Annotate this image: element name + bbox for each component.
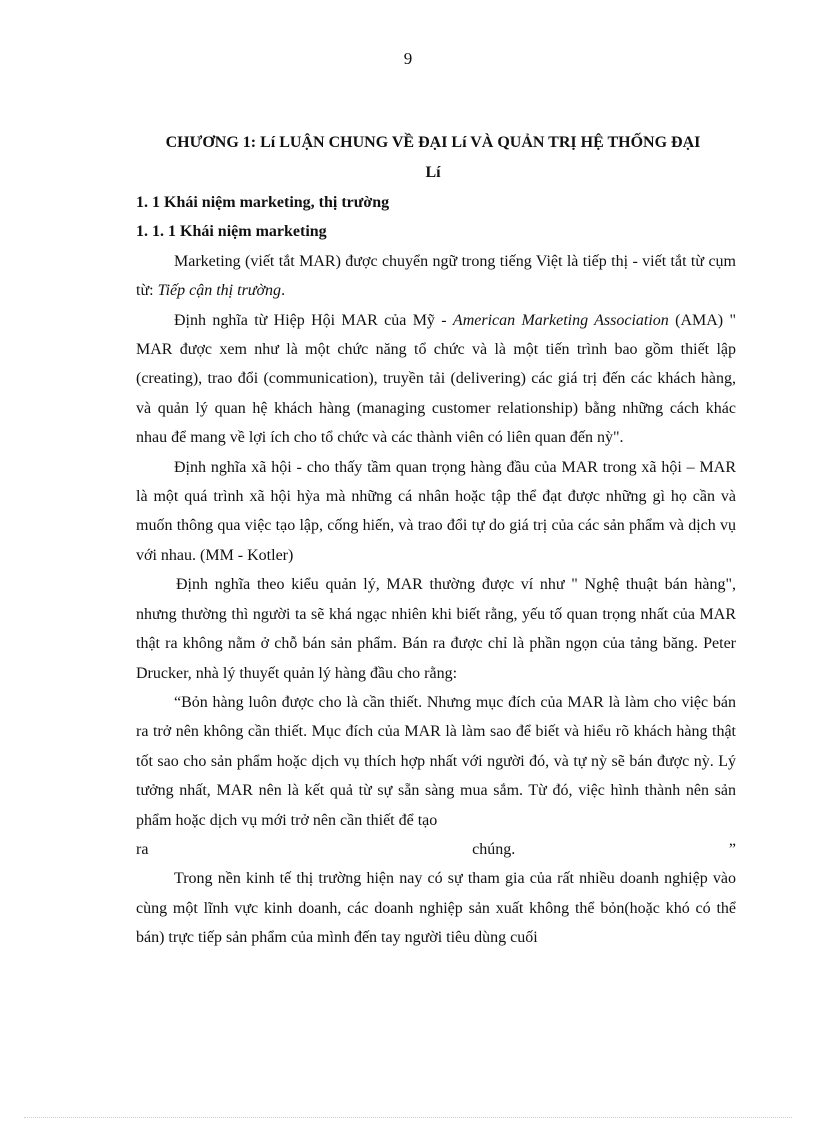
paragraph-text: Định nghĩa từ Hiệp Hội MAR của Mỹ - [174, 311, 453, 329]
section-heading: 1. 1 Khái niệm marketing, thị trường [136, 194, 390, 211]
paragraph-management-definition: Định nghĩa theo kiểu quản lý, MAR thường được ví như " Nghệ thuật bán hàng", nhưng thường thì người ta sẽ khá ngạc nhiên khi biết rằng, yếu tố quan trọng nhất của MAR thật ra không nằm ở chỗ bán sản phẩm. Bán ra được chỉ là phần ngọn của tảng băng. Peter Drucker, nhà lý thuyết quản lý hàng đầu cho rằng: [136, 576, 736, 682]
quote-end-word: ra [136, 840, 149, 858]
chapter-title-line-2: Lí [425, 164, 441, 181]
quote-end-word: chúng. [472, 840, 516, 858]
paragraph-marketing-definition [136, 247, 736, 306]
chapter-title-line-1: CHƯƠNG 1: Lí LUẬN CHUNG VỀ ĐẠI Lí VÀ QUẢN TRỊ HỆ THỐNG ĐẠI [165, 134, 701, 151]
subsection-heading: 1. 1. 1 Khái niệm marketing [136, 223, 327, 241]
chapter-title [136, 128, 736, 188]
paragraph-social-definition: Định nghĩa xã hội - cho thấy tầm quan trọng hàng đầu của MAR trong xã hội – MAR là một quá trình xã hội hỳa mà những cá nhân hoặc tập thể đạt được những gì họ cần và muốn thông qua việc tạo lập, cống hiến, và trao đổi tự do giá trị của các sản phẩm và dịch vụ với nhau. (MM - Kotler) [136, 458, 736, 564]
page-bottom-divider [24, 1117, 792, 1118]
paragraph-rest: (AMA) " MAR được xem như là một chức năng tổ chức và là một tiến trình bao gồm thiết lập (creating), trao đổi (communication), truyền tải (delivering) các giá trị đến các khách hàng, và quản lý quan hệ khách hàng (managing customer relationship) bằng những cách khác nhau để mang về lợi ích cho tổ chức và các thành viên có liên quan đến nỳ". [136, 311, 736, 447]
quote-end-line [136, 835, 736, 864]
paragraph-ama-definition [136, 306, 736, 453]
italic-term: American Marketing Association [452, 311, 669, 329]
page-number: 9 [403, 49, 413, 68]
paragraph-drucker-quote: “Bỏn hàng luôn được cho là cần thiết. Nhưng mục đích của MAR là làm cho việc bán ra trở nên không cần thiết. Mục đích của MAR là làm sao để biết và hiểu rõ khách hàng thật tốt sao cho sản phẩm hoặc dịch vụ thích hợp nhất với người đó, và tự nỳ sẽ bán được nỳ. Lý tưởng nhất, MAR nên là kết quả từ sự sẵn sàng mua sắm. Từ đó, việc hình thành nên sản phẩm hoặc dịch vụ mới trở nên cần thiết để tạo [136, 693, 736, 829]
document-body [136, 128, 736, 953]
closing-quote-mark: ” [728, 840, 736, 858]
paragraph-text: Marketing (viết tắt MAR) được chuyển ngữ trong tiếng Việt là tiếp thị - viết tắt từ cụm từ: [136, 252, 736, 300]
paragraph-end: . [281, 282, 286, 300]
paragraph-market-economy: Trong nền kinh tế thị trường hiện nay có sự tham gia của rất nhiều doanh nghiệp vào cùng một lĩnh vực kinh doanh, các doanh nghiệp sản xuất không thể bỏn(hoặc khó có thể bán) trực tiếp sản phẩm của mình đến tay người tiêu dùng cuối [136, 870, 736, 947]
italic-term: Tiếp cận thị trường [157, 282, 282, 300]
